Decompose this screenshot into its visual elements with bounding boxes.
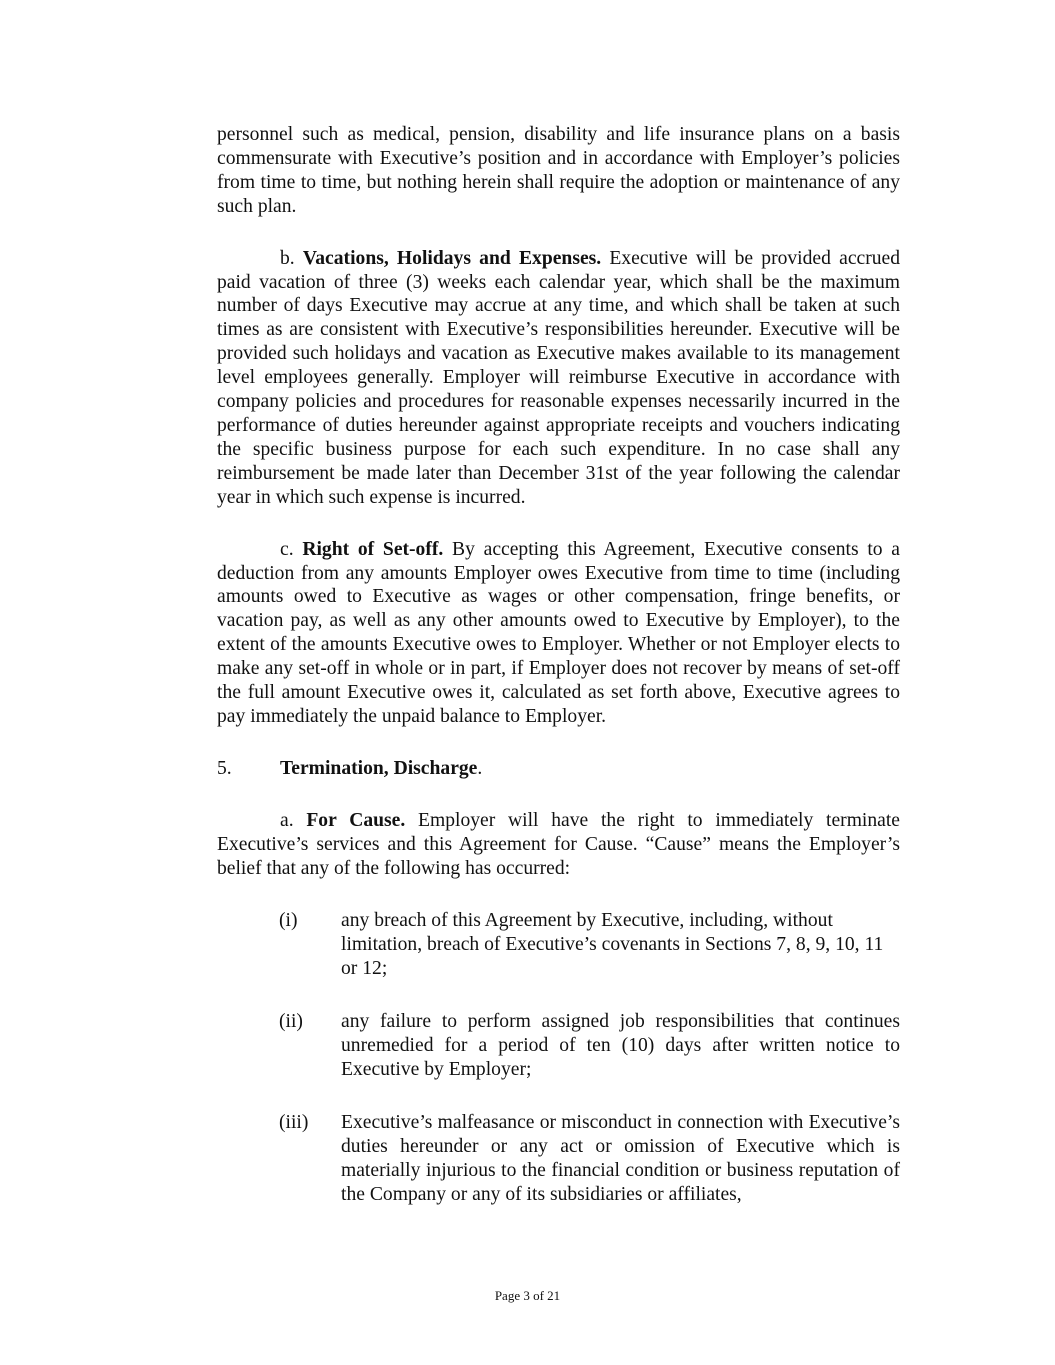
section-title-text: Termination, Discharge bbox=[280, 757, 478, 779]
set-off-paragraph bbox=[217, 538, 900, 729]
section-title bbox=[280, 757, 482, 781]
vacations-text: Executive will be provided accrued paid vacation of three (3) weeks each calendar year, which shall be the maximum number of days Executive may accrue at any time, and which shall be taken at such times as are consistent with Executive’s responsibilities hereunder. Executive will be provided such holidays and vacation as Executive makes available to its management level employees generally. Employer will reimburse Executive in accordance with company policies and procedures for reasonable expenses necessarily incurred in the performance of duties hereunder against appropriate receipts and vouchers indicating the specific business purpose for each such expenditure. In no case shall any reimbursement be made later than December 31st of the year following the calendar year in which such expense is incurred. bbox=[217, 247, 901, 508]
list-item-text: any failure to perform assigned job responsibilities that continues unremedied for a period of ten (10) days after written notice to Executive by Employer; bbox=[341, 1011, 900, 1080]
list-item-text: Executive’s malfeasance or misconduct in connection with Executive’s duties hereunder or any act or omission of Executive which is materially injurious to the financial condition or business reputation of the Company or any of its subsidiaries or affiliates, bbox=[341, 1111, 900, 1205]
vacations-heading: Vacations, Holidays and Expenses. bbox=[302, 247, 602, 269]
list-item bbox=[279, 1111, 900, 1207]
benefits-paragraph-continued: personnel such as medical, pension, disability and life insurance plans on a basis commensurate with Executive’s position and in accordance with Employer’s policies from time to time, but nothing herein shall require the adoption or maintenance of any such plan. bbox=[217, 124, 900, 217]
section-number: 5. bbox=[217, 757, 232, 779]
list-item-label: (ii) bbox=[279, 1011, 303, 1033]
section-5-heading bbox=[217, 757, 900, 781]
page-number-footer: Page 3 of 21 bbox=[494, 1288, 561, 1303]
list-item bbox=[279, 909, 900, 981]
set-off-prefix: c. bbox=[280, 538, 303, 560]
section-title-suffix: . bbox=[477, 757, 483, 779]
set-off-heading: Right of Set-off. bbox=[302, 538, 444, 560]
for-cause-paragraph bbox=[217, 809, 900, 881]
vacations-prefix: b. bbox=[280, 247, 303, 269]
for-cause-heading: For Cause. bbox=[306, 809, 406, 831]
list-item bbox=[279, 1010, 900, 1082]
for-cause-prefix: a. bbox=[280, 809, 307, 831]
for-cause-text: Employer will have the right to immediately terminate Executive’s services and this Agreement for Cause. “Cause” means the Employer’s belief that any of the following has occurred: bbox=[217, 809, 901, 879]
page-body bbox=[217, 123, 900, 1207]
list-item-text: any breach of this Agreement by Executive, including, without limitation, breach of Executive’s covenants in Sections 7, 8, 9, 10, 11 or 12; bbox=[341, 910, 884, 980]
vacations-paragraph bbox=[217, 247, 900, 510]
set-off-text: By accepting this Agreement, Executive consents to a deduction from any amounts Employer owes Executive from time to time (including amounts owed to Executive as wages or other compensation, fringe benefits, or vacation pay, as well as any other amounts owed to Executive by Employer), to the extent of the amounts Executive owes to Employer. Whether or not Employer elects to make any set-off in whole or in part, if Employer does not recover by means of set-off the full amount Executive owes it, calculated as set forth above, Executive agrees to pay immediately the unpaid balance to Employer. bbox=[217, 538, 900, 727]
list-item-label: (iii) bbox=[279, 1111, 309, 1133]
list-item-label: (i) bbox=[279, 910, 298, 932]
